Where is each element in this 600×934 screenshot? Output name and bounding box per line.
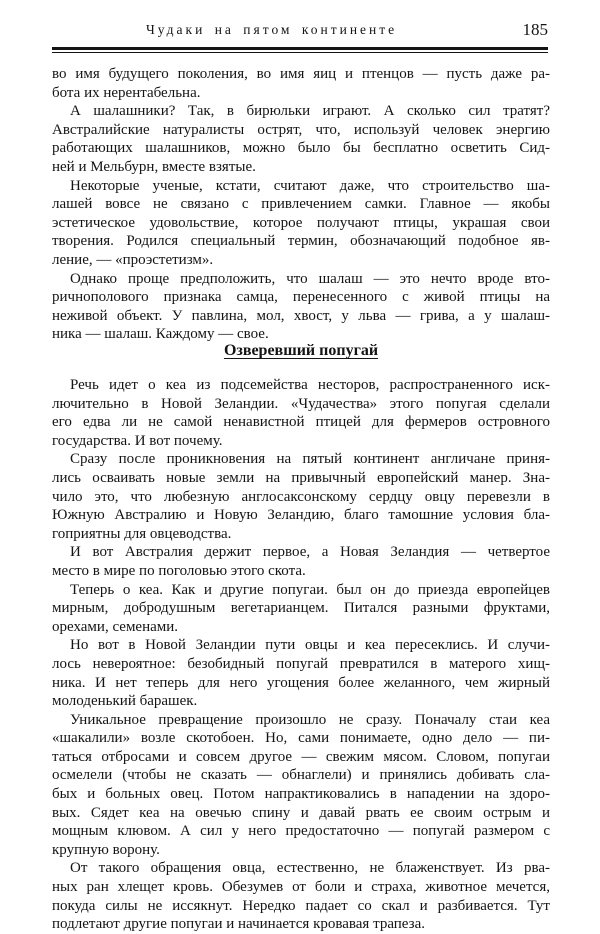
text-line: неживой объект. У павлина, мол, хвост, у льва — грива, а у шалаш- (52, 307, 550, 324)
section-heading-text: Озверевший попугай (223, 342, 379, 359)
text-line: ление, — «проэстетизм». (52, 251, 214, 268)
text-line: лось невероятное: безобидный попугай превратился в матерого хищ- (52, 655, 550, 672)
text-line: Сразу после проникновения на пятый континент англичане приня- (70, 451, 550, 468)
text-line: работающих шалашников, можно было бы бесплатно осветить Сид- (52, 140, 550, 157)
paragraph (52, 65, 550, 102)
paragraph (52, 859, 550, 933)
text-line: ричнополового признака самца, перенесенного с живой птицы на (52, 289, 550, 306)
header-rule-thin (52, 52, 548, 53)
text-line: Австралийские натуралисты острят, что, используй человек энергию (52, 121, 550, 138)
paragraph (52, 543, 550, 580)
text-line: И вот Австралия держит первое, а Новая Зеландия — четвертое (70, 544, 550, 561)
text-line: молоденький барашек. (52, 693, 198, 710)
running-header (52, 20, 548, 42)
paragraph (52, 102, 550, 176)
text-line: эстетическое удовольствие, которое получают птицы, украшая свои (52, 214, 550, 231)
text-line: Уникальное превращение произошло не сразу. Поначалу стаи кеа (70, 711, 550, 728)
text-line: лючительно в Новой Зеландии. «Чудачества» этого попугая сделали (52, 395, 550, 412)
text-line: крупную ворону. (52, 841, 160, 858)
text-line: орехами, семенами. (52, 618, 179, 635)
text-line: подлетают другие попугаи и начинается кровавая трапеза. (52, 916, 425, 933)
text-line: бых и больных овец. Потом напрактиковались в нападении на здоро- (52, 786, 550, 803)
text-line: «шакалили» возле скотобоен. Но, сами понимаете, одно дело — пи- (52, 730, 550, 747)
text-line: его едва ли не самой ненавистной птицей для фермеров островного (52, 414, 550, 431)
text-line: Речь идет о кеа из подсемейства несторов, распространенного иск- (70, 377, 550, 393)
text-line: Теперь о кеа. Как и другие попугаи. был он до приезда европейцев (70, 581, 550, 598)
text-line: Некоторые ученые, кстати, считают даже, что строительство ша- (70, 177, 550, 194)
text-line: творения. Родился специальный термин, обозначающий подобное яв- (52, 233, 550, 250)
text-line: ней и Мельбурн, вместе взятые. (52, 158, 256, 175)
text-line: мирным, добродушным вегетарианцем. Питался разными фруктами, (52, 600, 550, 617)
text-line: лись осваивать новые земли на привычный европейский манер. Зна- (52, 469, 550, 486)
paragraph (52, 376, 550, 450)
text-line: Однако проще предположить, что шалаш — это нечто вроде вто- (70, 270, 550, 287)
paragraph (52, 636, 550, 710)
text-line: А шалашники? Так, в бирюльки играют. А сколько сил тратят? (70, 103, 550, 120)
text-line: чило это, что любезную англосаксонскому сердцу овцу перевезли в (52, 488, 550, 505)
text-line: бота их нерентабельна. (52, 84, 201, 101)
text-line: вых. Сядет кеа на овечью спину и давай рвать ее своим острым и (52, 804, 550, 821)
header-rule-thick (52, 47, 548, 50)
text-line: ника. И нет теперь для него угощения более желанного, чем жирный (52, 674, 550, 691)
text-line: Южную Австралию и Новую Зеландию, благо тамошние условия бла- (52, 507, 550, 524)
paragraph (52, 177, 550, 270)
text-line: ника — шалаш. Каждому — свое. (52, 326, 269, 343)
text-line: во имя будущего поколения, во имя яиц и птенцов — пусть даже ра- (52, 66, 550, 82)
paragraph (52, 581, 550, 637)
running-title: Чудаки на пятом континенте (146, 22, 398, 37)
section-heading (52, 342, 550, 360)
text-line: государства. И вот почему. (52, 432, 223, 449)
text-line: ных ран хлещет кровь. Обезумев от боли и страха, животное мечется, (52, 879, 550, 896)
text-line: Но вот в Новой Зеландии пути овцы и кеа пересеклись. И случи- (70, 637, 550, 654)
text-line: осмелели (чтобы не сказать — обнаглели) и принялись добивать сла- (52, 767, 550, 784)
paragraph (52, 711, 550, 860)
text-block-section (52, 376, 550, 934)
text-line: место в мире по поголовью этого скота. (52, 562, 306, 579)
text-line: таться отбросами и совсем другое — свежим мясом. Словом, попугаи (52, 748, 550, 765)
text-line: мощным клювом. А сил у него предостаточно — попугай размером с (52, 823, 550, 840)
text-line: От такого обращения овца, естественно, не блаженствует. Из рва- (70, 860, 550, 877)
paragraph (52, 270, 550, 344)
text-line: покуда силы не иссякнут. Нередко падает со скал и разбивается. Тут (52, 897, 550, 914)
paragraph (52, 450, 550, 543)
page-number: 185 (522, 20, 548, 39)
text-line: гоприятны для овцеводства. (52, 525, 232, 542)
text-line: лашей вовсе не связано с привлечением самки. Главное — якобы (52, 196, 550, 213)
text-block-continuation (52, 65, 550, 344)
